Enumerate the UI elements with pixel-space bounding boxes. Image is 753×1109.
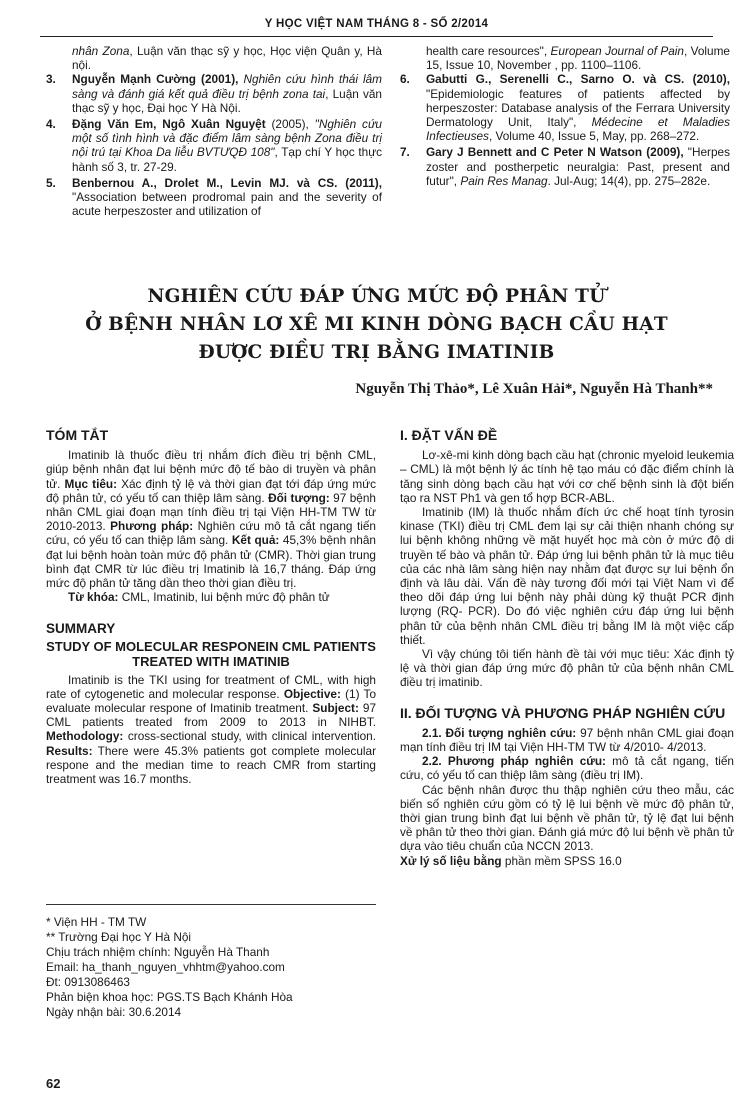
abstract-text: Xác định tỷ lệ và thời gian đạt tới đáp ứng mức độ phân tử, có yếu tố can thiệp lâm sàng. (46, 476, 377, 505)
reference-body (72, 176, 382, 219)
abstract-label: Đối tượng: (268, 490, 330, 505)
ref-title: Nghiên cứu hình thái lâm sàng và đánh giá kết quả điều trị bệnh zona tai (72, 72, 382, 101)
ref-title: "Epidemiologic features of patients affected by herpeszoster: Database analysis of the Ferrara University Dermatology Unit, Italy", (426, 86, 730, 130)
left-body-column (46, 428, 376, 786)
ref-journal: Médecine et Maladies Infectieuses (426, 115, 730, 144)
body-paragraph (400, 726, 734, 754)
abstract-label: Phương pháp: (110, 519, 194, 534)
title-line: ĐƯỢC ĐIỀU TRỊ BẰNG IMATINIB (198, 342, 555, 363)
ref-journal: Pain Res Manag (460, 173, 548, 188)
reference-number: 7. (400, 145, 410, 160)
right-body-column (400, 428, 734, 868)
footnotes (46, 904, 376, 1020)
title-line: NGHIÊN CỨU ĐÁP ỨNG MỨC ĐỘ PHÂN TỬ (147, 286, 606, 307)
summary-title: STUDY OF MOLECULAR RESPONEIN CML PATIENTS TREATED WITH IMATINIB (46, 638, 376, 669)
reference-number: 6. (400, 72, 410, 87)
abstract-heading: TÓM TẮT (46, 427, 109, 443)
summary-text: (1) To evaluate molecular respone of Imatinib treatment. (46, 686, 377, 716)
body-paragraph: Vì vậy chúng tôi tiến hành đề tài với mục tiêu: Xác định tỷ lệ và thời gian đáp ứng mức độ phân tử của bệnh nhân CML điều trị imatinib. (400, 647, 734, 690)
summary-paragraph (46, 673, 376, 787)
ref-title: "Nghiên cứu một số tình hình và đặc điểm lâm sàng bệnh Zona điều trị nội trú tại Khoa Da liễu BVTƯQĐ 108" (72, 117, 382, 160)
ref-authors: Nguyễn Mạnh Cường (2001), (72, 72, 244, 87)
authors: Nguyễn Thị Thảo*, Lê Xuân Hải*, Nguyễn Hà Thanh** (355, 381, 713, 397)
ref-authors: Gabutti G., Serenelli C., Sarno O. và CS. (2010), (426, 72, 730, 87)
abstract-text: 45,3% bệnh nhân đạt lui bệnh hoàn toàn mức độ phân tử (CMR). Thời gian trung bình đạt CMR từ lúc điều trị Imatinib là 16,7 tháng. Đáp ứng mức độ phân tử tăng dần theo thời gian điều trị. (46, 533, 376, 591)
summary-label: Subject: (312, 701, 359, 716)
reference-body (72, 117, 382, 174)
subsection-label: 2.2. Phương pháp nghiên cứu: (422, 754, 606, 769)
ref-authors: Gary J Bennett and C Peter N Watson (2009), (426, 145, 688, 160)
ref-text: health care resources", (426, 44, 551, 58)
summary-label: Results: (46, 743, 93, 758)
reference-number: 3. (46, 72, 56, 87)
ref-authors: Đặng Văn Em, Ngô Xuân Nguyệt (72, 117, 272, 132)
article-title (60, 283, 693, 367)
abstract-label: Kết quả: (231, 533, 280, 548)
body-paragraph: Imatinib (IM) là thuốc nhắm đích ức chế hoạt tính tyrosin kinase (TKI) điều trị CML đem lại sự cải thiện nhanh chóng sự lui bệnh không những về mặt huyết học mà còn ở mức độ di truyền tế bào và phân tử. Đáp ứng lui bệnh phân tử là mục tiêu của các nhà lâm sàng hiện nay nhằm đạt được sự lui bệnh ổn định và lâu dài. Vấn đề này tương đối mới tại Việt Nam vì để theo dõi đáp ứng lui bệnh này phải dùng kỹ thuật PCR định lượng (RQ- PCR). Do đó việc nghiên cứu đáp ứng lui bệnh phân tử của bệnh nhân CML điều trị bằng IM là một việc cấp thiết. (400, 505, 734, 647)
subsection-label: 2.1. Đối tượng nghiên cứu: (422, 725, 577, 740)
footnote: Phản biện khoa học: PGS.TS Bạch Khánh Hòa (46, 990, 293, 1004)
references-left-column (46, 44, 382, 220)
ref-source: , Luận văn thạc sỹ y học, Đại học Y Hà Nội. (72, 86, 382, 115)
ref-source: , Volume 40, Issue 5, May, pp. 268–272. (488, 129, 700, 144)
ref-source: . Jul-Aug; 14(4), pp. 275–282e. (547, 173, 711, 188)
body-paragraph (400, 754, 734, 782)
reference-number: 4. (46, 117, 56, 132)
summary-label: Objective: (283, 686, 341, 701)
section-heading: I. ĐẶT VẤN ĐỀ (400, 427, 498, 443)
ref-source: , Tạp chí Y học thực hành số 3, tr. 27-29. (72, 145, 382, 174)
footnote: ** Trường Đại học Y Hà Nội (46, 930, 192, 944)
reference-item (46, 176, 382, 219)
reference-item (400, 72, 730, 143)
reference-body (426, 145, 730, 188)
keywords-label: Từ khóa: (68, 590, 119, 605)
footnote: Ngày nhận bài: 30.6.2014 (46, 1005, 182, 1019)
ref-year: (2005), (271, 117, 315, 132)
summary-heading: SUMMARY (46, 621, 116, 637)
ref-text: , Luận văn thạc sỹ y học, Học viện Quân y, Hà nội. (72, 44, 382, 73)
body-text: 97 bệnh nhân CML giai đoạn mạn tính điều trị IM tại Viện HH-TM TW từ 4/2010- 4/2013. (400, 725, 734, 755)
ref-title: "Herpes zoster and postherpetic neuralgia: Past, present and futur", (426, 145, 730, 188)
ref-text: , Volume 15, Issue 10, November , pp. 1100–1106. (426, 44, 730, 73)
abstract-text: 97 bệnh nhân CML giai đoạn mạn tính điều trị tại Viện HH-TM TW từ 2010-2013. (46, 490, 376, 534)
reference-body (426, 72, 730, 143)
abstract-text: Nghiên cứu mô tả cắt ngang tiến cứu, có yếu tố can thiệp lâm sàng. (46, 519, 376, 548)
reference-continuation (400, 44, 730, 72)
running-head: Y HỌC VIỆT NAM THÁNG 8 - SỐ 2/2014 (40, 14, 713, 37)
footnote: Đt: 0913086463 (46, 975, 130, 989)
keywords-paragraph (46, 590, 376, 604)
footnote: Chịu trách nhiệm chính: Nguyễn Hà Thanh (46, 945, 270, 959)
summary-text: There were 45.3% patients got complete molecular respone and the median time to reach CMR from starting treatment was 16.7 months. (46, 743, 376, 787)
subsection-label: Xử lý số liệu bằng (400, 853, 502, 868)
title-line: Ở BỆNH NHÂN LƠ XÊ MI KINH DÒNG BẠCH CẦU HẠT (85, 314, 668, 335)
reference-item (400, 145, 730, 188)
reference-number: 5. (46, 175, 56, 190)
ref-text: nhân Zona (72, 44, 130, 58)
body-paragraph: Các bệnh nhân được thu thập nghiên cứu theo mẫu, các biến số nghiên cứu gồm có tỷ lệ lui bệnh về mức độ phân tử, thời gian trung bình đạt lui bệnh về phân tử, tỷ lệ đạt lui bệnh về phân tử theo thời gian. Đánh giá mức độ lui bệnh về phân tử dựa vào tiêu chuẩn của NCCN 2013. (400, 782, 734, 854)
references-right-column (400, 44, 730, 190)
body-paragraph: Lơ-xê-mi kinh dòng bạch cầu hạt (chronic myeloid leukemia – CML) là một bệnh lý ác tính hệ tạo máu có đặc điểm chính là tăng sinh dòng bạch cầu hạt với cơ chế bệnh sinh là đột biến tạo ra NST Ph1 và gen tổ hợp BCR-ABL. (400, 448, 734, 505)
reference-continuation (46, 44, 382, 72)
ref-journal: European Journal of Pain (550, 44, 684, 58)
summary-text: 97 CML patients treated from 2009 to 2013 in NIHBT. (46, 701, 376, 730)
abstract-paragraph (46, 448, 376, 590)
section-heading: II. ĐỐI TƯỢNG VÀ PHƯƠNG PHÁP NGHIÊN CỨU (400, 704, 726, 721)
abstract-text: Imatinib là thuốc điều trị nhắm đích điều trị bệnh CML, giúp bệnh nhân đạt lui bệnh mức độ tế bào di truyền và phân tử. (46, 448, 376, 491)
footnote: * Viện HH - TM TW (46, 915, 147, 929)
ref-authors: Benbernou A., Drolet M., Levin MJ. và CS. (2011), (72, 175, 382, 190)
keywords-text: CML, Imatinib, lui bệnh mức độ phân tử (118, 590, 330, 605)
ref-title: "Association between prodromal pain and the severity of acute herpeszoster and utilization of (72, 190, 382, 219)
summary-label: Methodology: (46, 729, 124, 744)
summary-text: cross-sectional study, with clinical intervention. (123, 729, 376, 744)
page-number: 62 (46, 1076, 61, 1091)
body-text: mô tả cắt ngang, tiến cứu, có yếu tố can thiệp lâm sàng (điều trị IM). (400, 754, 734, 783)
reference-body (72, 72, 382, 115)
reference-item (46, 72, 382, 115)
reference-item (46, 117, 382, 174)
abstract-label: Mục tiêu: (64, 476, 118, 491)
summary-text: Imatinib is the TKI using for treatment of CML, with high rate of cytogenetic and molecular response. (46, 672, 376, 701)
body-paragraph (400, 854, 734, 868)
footnote-email: Email: ha_thanh_nguyen_vhhtm@yahoo.com (46, 960, 285, 974)
body-text: phần mềm SPSS 16.0 (501, 853, 622, 868)
